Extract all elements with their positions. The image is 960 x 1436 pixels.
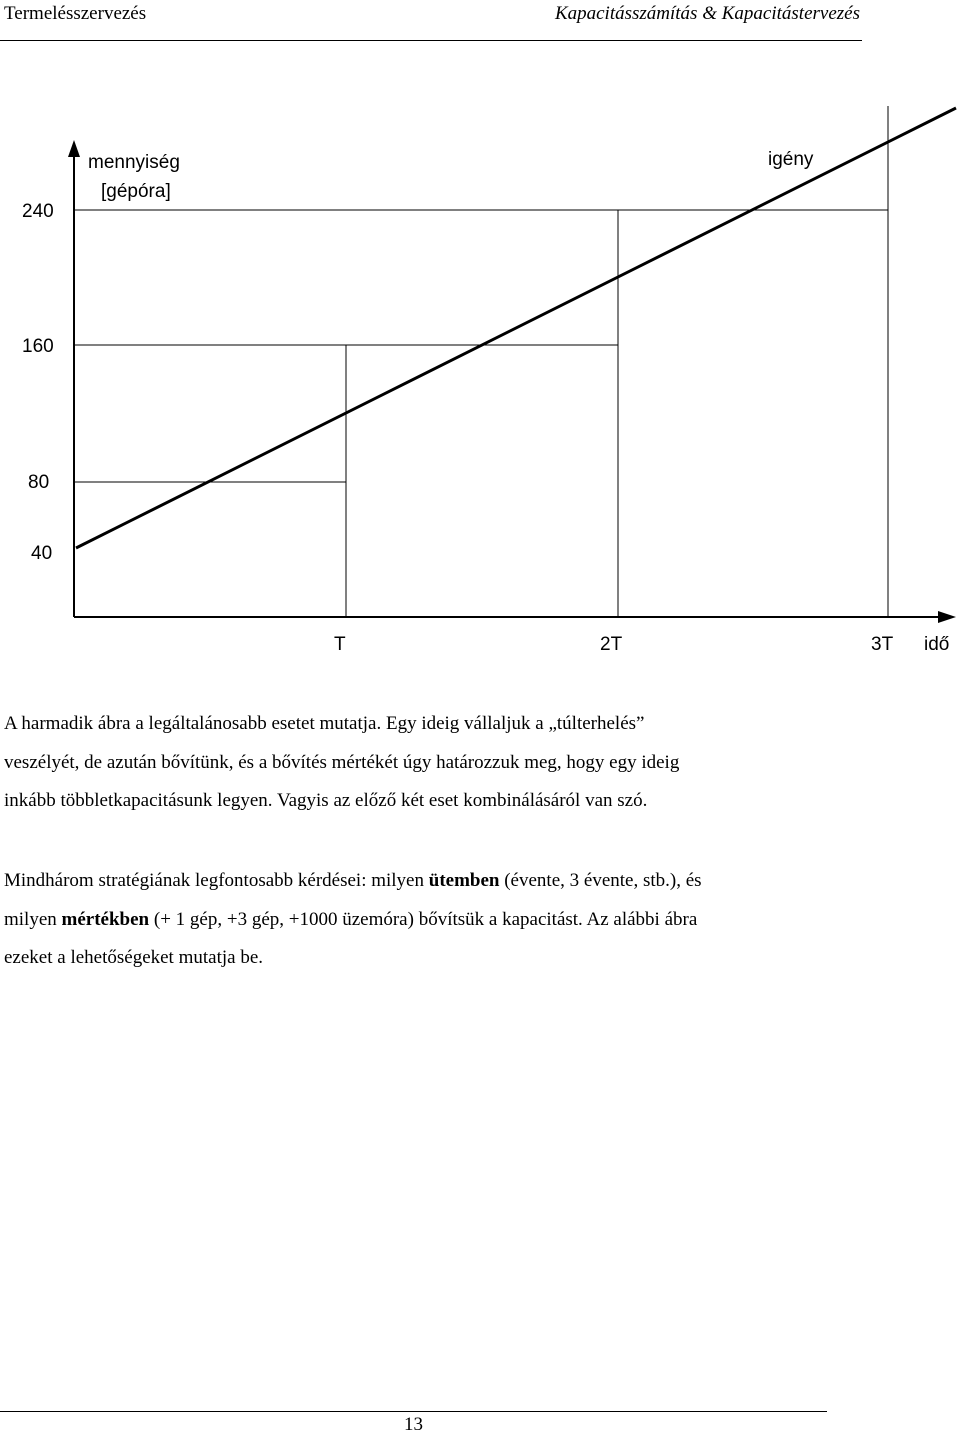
capacity-chart [0, 90, 960, 670]
emphasis-utemben: ütemben [428, 870, 500, 891]
paragraph2-line3: ezeket a lehetőségeket mutatja be. [4, 947, 264, 968]
header-left-title: Termelésszervezés [4, 3, 147, 24]
emphasis-mertekben: mértékben [61, 908, 150, 930]
y-tick-80: 80 [28, 472, 50, 493]
y-axis-label-line2: [gépóra] [101, 181, 171, 202]
page-header [0, 0, 862, 41]
y-axis-label-line1: mennyiség [88, 152, 180, 173]
y-axis-arrow [68, 140, 80, 157]
y-tick-40: 40 [31, 543, 53, 564]
x-axis-arrow [938, 611, 956, 623]
paragraph-strategy-questions [4, 862, 854, 978]
paragraph2-text: (+ 1 gép, +3 gép, +1000 üzemóra) bővítsük a kapacitást. Az alábbi ábra [149, 908, 698, 930]
paragraph2-line2 [4, 901, 854, 940]
paragraph2-text: Mindhárom stratégiának legfontosabb kérdései: milyen [4, 870, 429, 891]
header-right-title: Kapacitásszámítás & Kapacitástervezés [554, 3, 860, 24]
x-axis-label: idő [924, 634, 950, 655]
y-tick-160: 160 [22, 336, 54, 357]
y-tick-240: 240 [22, 201, 54, 222]
paragraph2-text: (évente, 3 évente, stb.), és [499, 870, 702, 891]
demand-label: igény [768, 149, 814, 170]
paragraph2-line1 [4, 862, 854, 901]
paragraph1-line1: A harmadik ábra a legáltalánosabb esetet mutatja. Egy ideig vállaljuk a „túlterhelés” [4, 713, 645, 734]
footer-divider [0, 1411, 827, 1412]
paragraph-third-figure [4, 705, 854, 821]
x-tick-2T: 2T [600, 634, 623, 655]
x-tick-T: T [334, 634, 346, 655]
paragraph1-line3: inkább többletkapacitásunk legyen. Vagyis az előző két eset kombinálásáról van szó. [4, 790, 648, 811]
page-number: 13 [404, 1414, 423, 1435]
paragraph1-line2: veszélyét, de azután bővítünk, és a bővítés mértékét úgy határozzuk meg, hogy egy ideig [4, 751, 680, 773]
paragraph2-text: milyen [4, 908, 62, 930]
demand-line [76, 108, 956, 548]
x-tick-3T: 3T [871, 634, 894, 655]
